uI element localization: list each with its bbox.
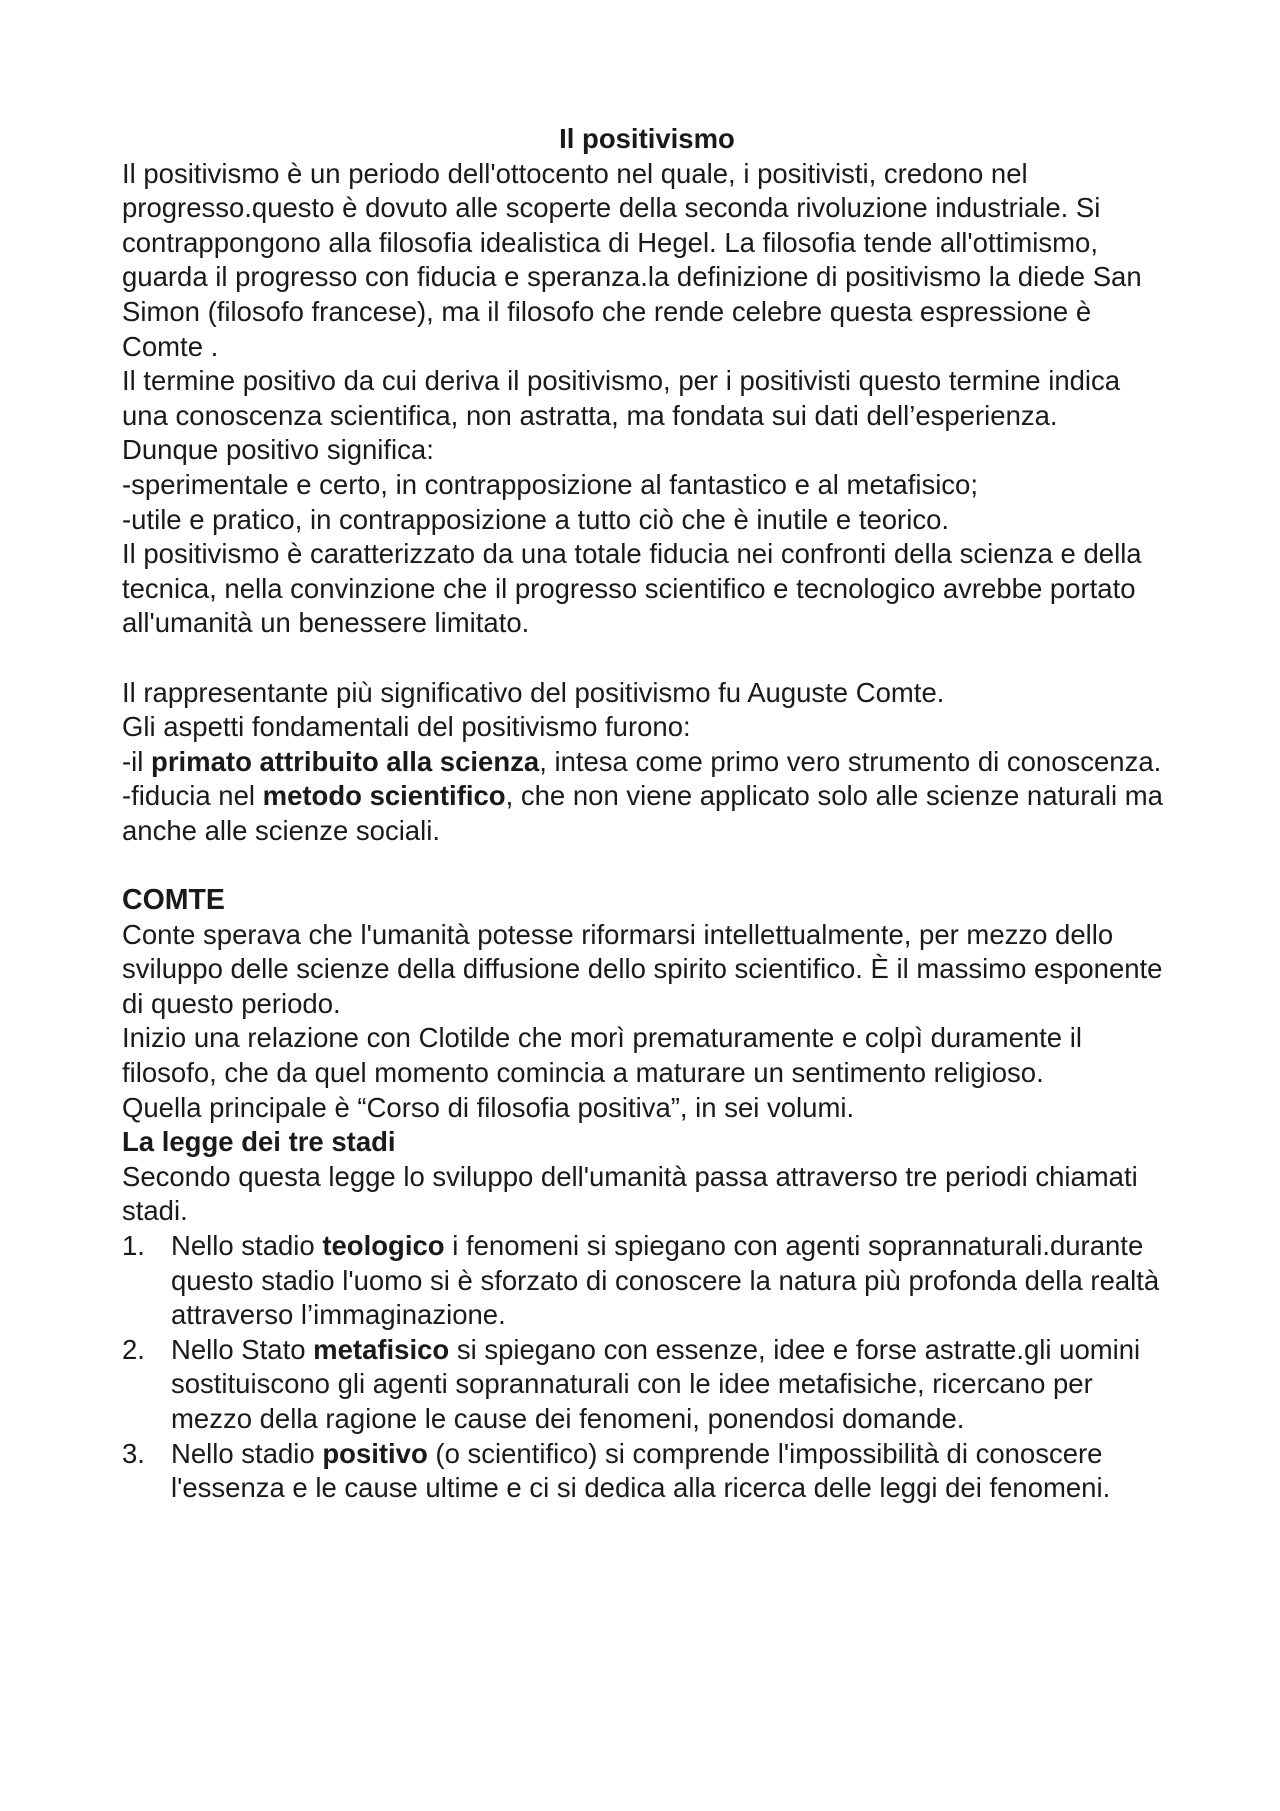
stages-intro: Secondo questa legge lo sviluppo dell'umanità passa attraverso tre periodi chiamati stadi.	[122, 1160, 1138, 1227]
aspect-item-1-bold: primato attribuito alla scienza	[151, 745, 540, 777]
aspect-item-2	[122, 779, 1172, 848]
aspect-item-1	[122, 745, 1172, 780]
spacer	[122, 641, 1172, 676]
intro-bullet-2: -utile e pratico, in contrapposizione a tutto ciò che è inutile e teorico.	[122, 503, 950, 535]
list-item-post: (o scientifico) si comprende l'impossibilità di conoscere l'essenza e le cause ultime e ci si dedica alla ricerca delle leggi dei fenomeni.	[171, 1437, 1111, 1504]
document-page	[122, 122, 1172, 1506]
list-item-pre: Nello stadio	[171, 1437, 323, 1469]
aspect-item-1-post: , intesa come primo vero strumento di conoscenza.	[539, 745, 1162, 777]
list-item-pre: Nello stadio	[171, 1230, 323, 1261]
comte-paragraph-1: Conte sperava che l'umanità potesse riformarsi intellettualmente, per mezzo dello sviluppo delle scienze della diffusione dello spirito scientifico. È il massimo esponente di questo periodo.	[122, 918, 1163, 1019]
list-item-number: 1.	[122, 1230, 145, 1261]
list-item-number: 2.	[122, 1333, 145, 1365]
aspects-paragraph-1: Il rappresentante più significativo del positivismo fu Auguste Comte.	[122, 676, 945, 708]
aspect-item-2-bold: metodo scientifico	[262, 780, 506, 812]
intro-paragraph-1: Il positivismo è un periodo dell'ottocento nel quale, i positivisti, credono nel progresso.questo è dovuto alle scoperte della seconda rivoluzione industriale. Si contrappongono alla filosofia idealistica di Hegel. La filosofia tende all'ottimismo, guarda il progresso con fiducia e speranza.la definizione di positivismo la diede San Simon (filosofo francese), ma il filosofo che rende celebre questa espressione è Comte .	[122, 157, 1142, 362]
aspect-item-2-post: , che non viene applicato solo alle scienze naturali ma anche alle scienze sociali.	[122, 780, 1163, 846]
comte-heading: COMTE	[122, 884, 225, 917]
aspect-item-2-pre: -fiducia nel	[122, 780, 263, 812]
comte-paragraph-3: Quella principale è “Corso di filosofia positiva”, in sei volumi.	[122, 1091, 855, 1123]
list-item-post: i fenomeni si spiegano con agenti soprannaturali.durante questo stadio l'uomo si è sforzato di conoscere la natura più profonda della realtà attraverso l’immaginazione.	[171, 1230, 1160, 1331]
list-item-number: 3.	[122, 1437, 145, 1469]
comte-paragraph-2: Inizio una relazione con Clotilde che morì prematuramente e colpì duramente il filosofo, che da quel momento comincia a maturare un sentimento religioso.	[122, 1022, 1082, 1089]
stages-list	[122, 1229, 1172, 1506]
list-item	[122, 1229, 1172, 1333]
stages-heading: La legge dei tre stadi	[122, 1126, 396, 1158]
intro-paragraph-4: Il positivismo è caratterizzato da una totale fiducia nei confronti della scienza e della tecnica, nella convinzione che il progresso scientifico e tecnologico avrebbe portato all'umanità un benessere limitato.	[122, 538, 1142, 639]
list-item-post: si spiegano con essenze, idee e forse astratte.gli uomini sostituiscono gli agenti soprannaturali con le idee metafisiche, ricercano per mezzo della ragione le cause dei fenomeni, ponendosi domande.	[171, 1333, 1141, 1434]
list-item	[122, 1333, 1172, 1437]
aspect-item-1-pre: -il	[122, 745, 152, 777]
list-item	[122, 1437, 1172, 1506]
list-item-bold: teologico	[322, 1230, 445, 1261]
intro-paragraph-2: Il termine positivo da cui deriva il positivismo, per i positivisti questo termine indica una conoscenza scientifica, non astratta, ma fondata sui dati dell’esperienza.	[122, 365, 1121, 431]
list-item-pre: Nello Stato	[171, 1333, 314, 1365]
intro-paragraph-3: Dunque positivo significa:	[122, 434, 434, 466]
page-title: Il positivismo	[559, 123, 735, 154]
intro-bullet-1: -sperimentale e certo, in contrapposizione al fantastico e al metafisico;	[122, 468, 978, 500]
list-item-bold: metafisico	[313, 1333, 450, 1365]
list-item-bold: positivo	[322, 1437, 428, 1469]
spacer	[122, 848, 1172, 883]
aspects-paragraph-2: Gli aspetti fondamentali del positivismo furono:	[122, 711, 691, 743]
